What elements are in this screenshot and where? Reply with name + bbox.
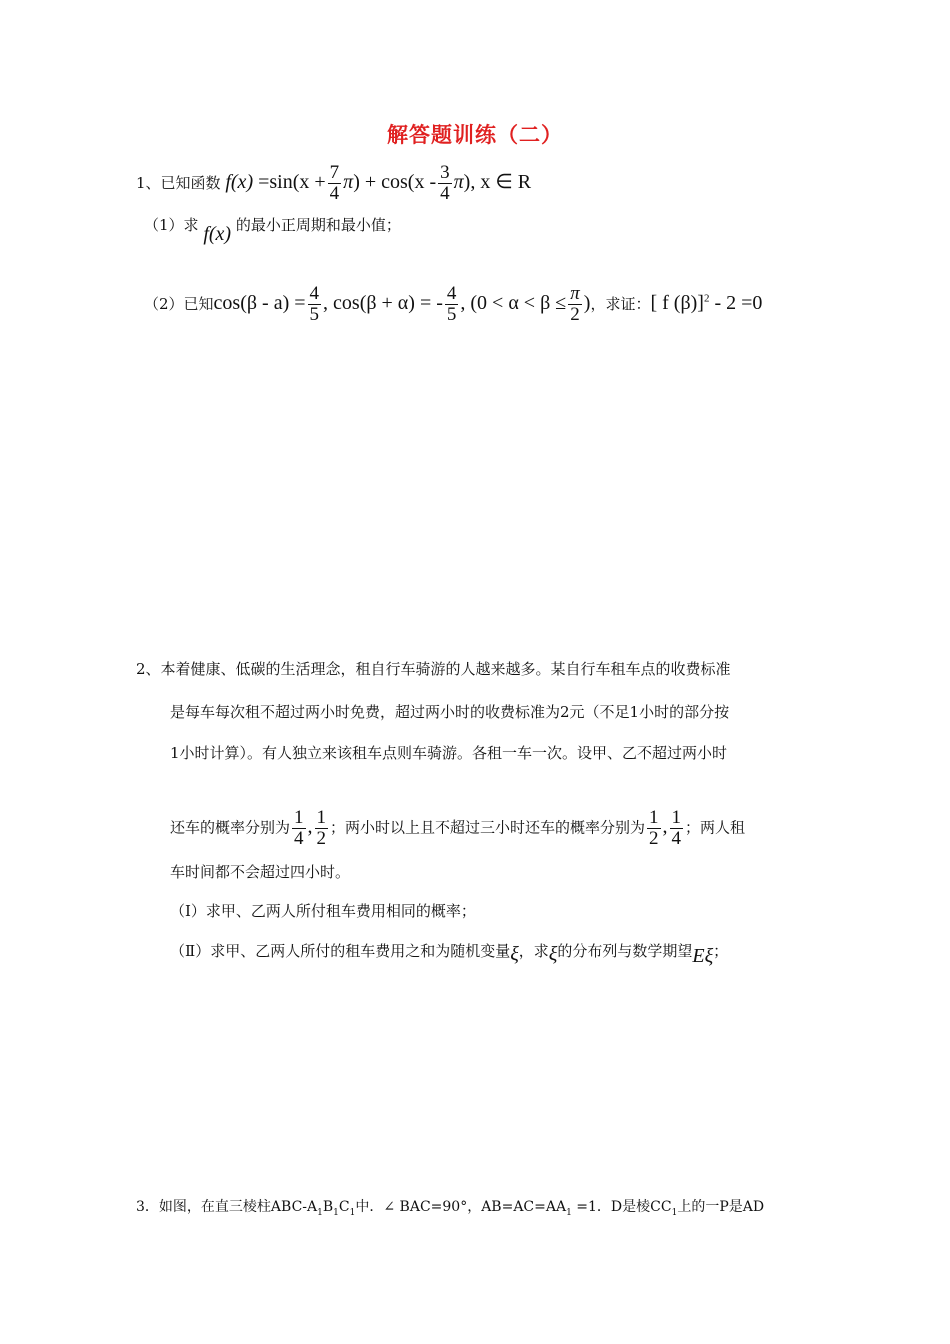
q1-frac2 [438,163,452,204]
q1-number: 1、 [136,174,161,193]
q2-exi: Eξ [692,945,714,967]
q2-xi-2: ξ [548,943,558,965]
q3-text-e: =1．D是棱CC [571,1199,672,1215]
q1-part2-formula [213,283,591,325]
q1-pi-1: π [343,171,354,194]
q3-text-c: C [338,1199,350,1215]
q1-part2-result-tail: - 2 =0 [709,292,763,315]
q1-formula [225,162,532,204]
q1-part2-frac3-num: π [570,283,580,304]
q3-sub-3: 1 [349,1207,356,1218]
q2-part2-d: ； [713,942,729,960]
q2-p1-den: 4 [294,828,304,849]
q1-part2-frac2 [445,284,459,325]
q1-part1-label: （1）求 [144,216,199,234]
q1-eq-part1: =sin(x + [253,171,326,194]
q3-text-f: 上的一P是AD [677,1199,765,1215]
q2-part2-b: ，求 [518,942,549,960]
q2-line3: 1小时计算）。有人独立来该租车点则车骑游。各租一车一次。设甲、乙不超过两小时 [170,744,728,762]
q2-part2-a: （Ⅱ）求甲、乙两人所付的租车费用之和为随机变量 [170,942,511,960]
q1-part2-cos2: , cos(β + α) = - [323,292,443,315]
q1-frac2-den: 4 [440,183,450,204]
q3-text-a: 如图，在直三棱柱ABC-A [158,1199,318,1215]
q1-part2-frac1-den: 5 [309,304,320,325]
q1-part2-result-sup: 2 [703,292,710,305]
q2-p4-num: 1 [671,807,682,828]
q3-statement [136,1197,764,1223]
q2-line4: 还车的概率分别为 $\frac{1}{4}$ , $\frac{1}{2}$ ；两小时以上且不超过三小时还车的概率分别为 $\frac{1}{2}$ , $\frac{1}{4}$ ；两人租 [170,807,746,849]
q2-xi-1: ξ [510,943,519,965]
page-title: 解答题训练（二） [387,123,563,147]
q3-number: 3． [136,1199,159,1215]
q2-part2-c: 的分布列与数学期望 [557,942,693,960]
q2-p4-den: 4 [671,828,682,849]
q1-part2-frac2-num: 4 [446,283,457,304]
q1-part2-result-expr: [ f (β)] [650,292,704,315]
q1-pi-2: π [453,171,464,194]
q1-part2-frac3-den: 2 [570,304,580,325]
q1-part2-frac1 [308,284,322,325]
q2-line4-a: 还车的概率分别为 [170,818,291,837]
q2-p2-den: 2 [316,828,327,849]
q1-frac1 [328,163,342,204]
q2-line2: 是每车每次租不超过两小时免费，超过两小时的收费标准为2元（不足1小时的部分按 [170,703,730,721]
q1-intro: 已知函数 [160,174,221,193]
q2-line4-b: ；两小时以上且不超过三小时还车的概率分别为 [330,818,646,837]
q1-frac2-num: 3 [440,162,450,183]
q2-line1 [136,659,731,679]
q1-fx: f(x) [225,171,254,194]
q3-sub-5: 1 [671,1207,678,1218]
q2-line4-c: ；两人租 [685,818,746,837]
q2-part2 [170,940,729,967]
q2-p2 [315,808,329,849]
q2-p3 [647,808,661,849]
q1-frac1-num: 7 [329,162,340,183]
q2-number: 2、 [136,660,161,678]
q1-part2-frac1-num: 4 [309,283,320,304]
q1-part2-close: ) [583,292,591,315]
q1-part2-range: , (0 < α < β ≤ [460,292,567,315]
q2-p2-num: 1 [316,807,327,828]
q2-p3-num: 1 [649,807,659,828]
q1-part1-fx: f(x) [203,223,232,245]
q1-part1 [144,214,401,245]
q1-tail: ), x ∈ R [463,171,532,194]
q2-p3-den: 2 [649,828,659,849]
q2-part1: （Ⅰ）求甲、乙两人所付租车费用相同的概率； [170,902,476,920]
q2-line5: 车时间都不会超过四小时。 [170,863,351,881]
q1-frac1-den: 4 [329,183,340,204]
q1-part1-text: 的最小正周期和最小值； [235,216,401,234]
q1-part2-frac2-den: 5 [446,304,457,325]
q2-line1-text: 本着健康、低碳的生活理念，租自行车骑游的人越来越多。某自行车租车点的收费标准 [160,660,731,678]
q1-part2 [144,284,762,325]
q3-text-d: 中．∠ BAC=90°，AB=AC=AA [355,1199,567,1215]
q1-statement [136,163,531,204]
q1-mid: ) + cos(x - [353,171,437,194]
q2-p4 [670,808,684,849]
q3-sub-1: 1 [317,1207,323,1218]
q2-p1-num: 1 [294,807,304,828]
q3-sub-2: 1 [333,1207,339,1218]
q3-text-b: B [322,1199,334,1215]
q1-part2-frac3 [568,284,582,325]
q3-sub-4: 1 [566,1207,572,1218]
q2-p1 [292,808,306,849]
q1-part2-prove: ，求证： [590,295,651,314]
q1-part2-label: （2）已知 [144,295,214,314]
q1-part2-cos1: cos(β - a) = [213,292,306,315]
q1-part2-result [650,292,762,314]
